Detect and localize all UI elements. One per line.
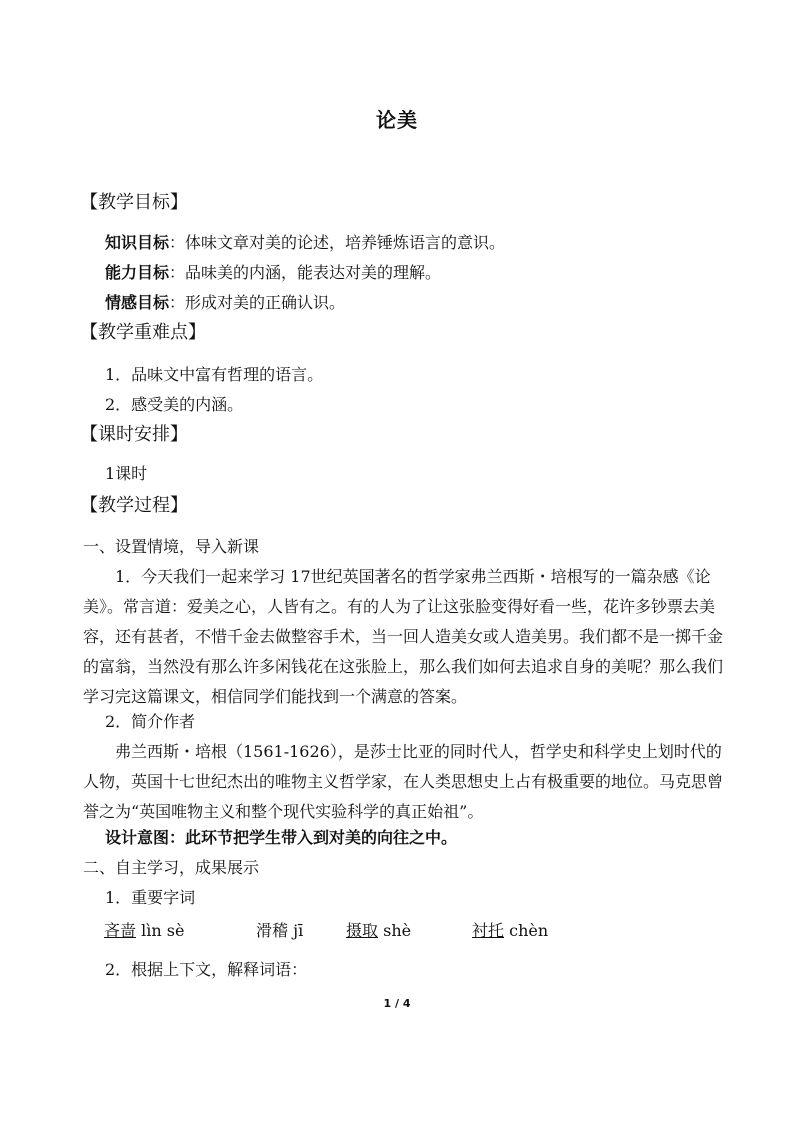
goal-emotion-text: ：形成对美的正确认识。 [169,293,346,312]
vocab-word: 衬托 [472,921,505,940]
vocab-word: 摄取 [346,921,379,940]
key-point-1: 1．品味文中富有哲理的语言。 [105,365,324,384]
vocab-word: 滑稽 [256,921,289,940]
vocab-pinyin: shè [383,921,412,940]
document-title: 论美 [376,108,418,132]
vocab-item [256,921,303,941]
goal-ability-text: ：品味美的内涵，能表达对美的理解。 [169,263,442,282]
goal-emotion [105,293,345,313]
vocab-item [104,921,184,941]
vocab-pinyin: chèn [509,921,549,940]
key-point-2: 2．感受美的内涵。 [105,395,244,414]
vocab-title: 1．重要字词 [105,888,196,907]
vocab-pinyin: jī [293,921,304,940]
intro-paragraph: 1．今天我们一起来学习 17世纪英国著名的哲学家弗兰西斯・培根写的一篇杂感《论美》。常言道：爱美之心，人皆有之。有的人为了让这张脸变得好看一些，花许多钞票去美容，还有甚者，不惜千金去做整容手术，当一回人造美女或人造美男。我们都不是一掷千金的富翁，当然没有那么许多闲钱花在这张脸上，那么我们如何去追求自身的美呢？那么我们学习完这篇课文，相信同学们能找到一个满意的答案。 [83,567,724,706]
heading-schedule: 【课时安排】 [80,424,188,445]
part2-title: 二、自主学习，成果展示 [83,858,260,877]
heading-goals: 【教学目标】 [80,192,188,213]
goal-ability [105,263,441,283]
design-intent: 设计意图：此环节把学生带入到对美的向往之中。 [105,828,458,847]
goal-ability-label: 能力目标 [105,263,170,282]
goal-knowledge-label: 知识目标 [105,233,170,252]
author-intro-title: 2．简介作者 [105,712,196,731]
author-paragraph: 弗兰西斯・培根（1561-1626），是莎士比亚的同时代人，哲学史和科学史上划时代的人物，英国十七世纪杰出的唯物主义哲学家，在人类思想史上占有极重要的地位。马克思曾誉之为“英国唯物主义和整个现代实验科学的真正始祖”。 [83,742,724,821]
vocab-item [346,921,411,941]
heading-process: 【教学过程】 [80,495,188,516]
goal-emotion-label: 情感目标 [105,293,170,312]
vocab-word: 吝啬 [104,921,137,940]
schedule-text: 1课时 [105,464,148,483]
vocab-pinyin: lìn sè [141,921,185,940]
vocab-item [472,921,548,941]
goal-knowledge-text: ：体味文章对美的论述，培养锤炼语言的意识。 [169,233,506,252]
heading-key-points: 【教学重难点】 [80,322,206,343]
explain-title: 2．根据上下文，解释词语： [105,960,308,979]
part1-title: 一、设置情境，导入新课 [83,537,260,556]
goal-knowledge [105,233,505,253]
page-number: 1 / 4 [383,997,411,1010]
